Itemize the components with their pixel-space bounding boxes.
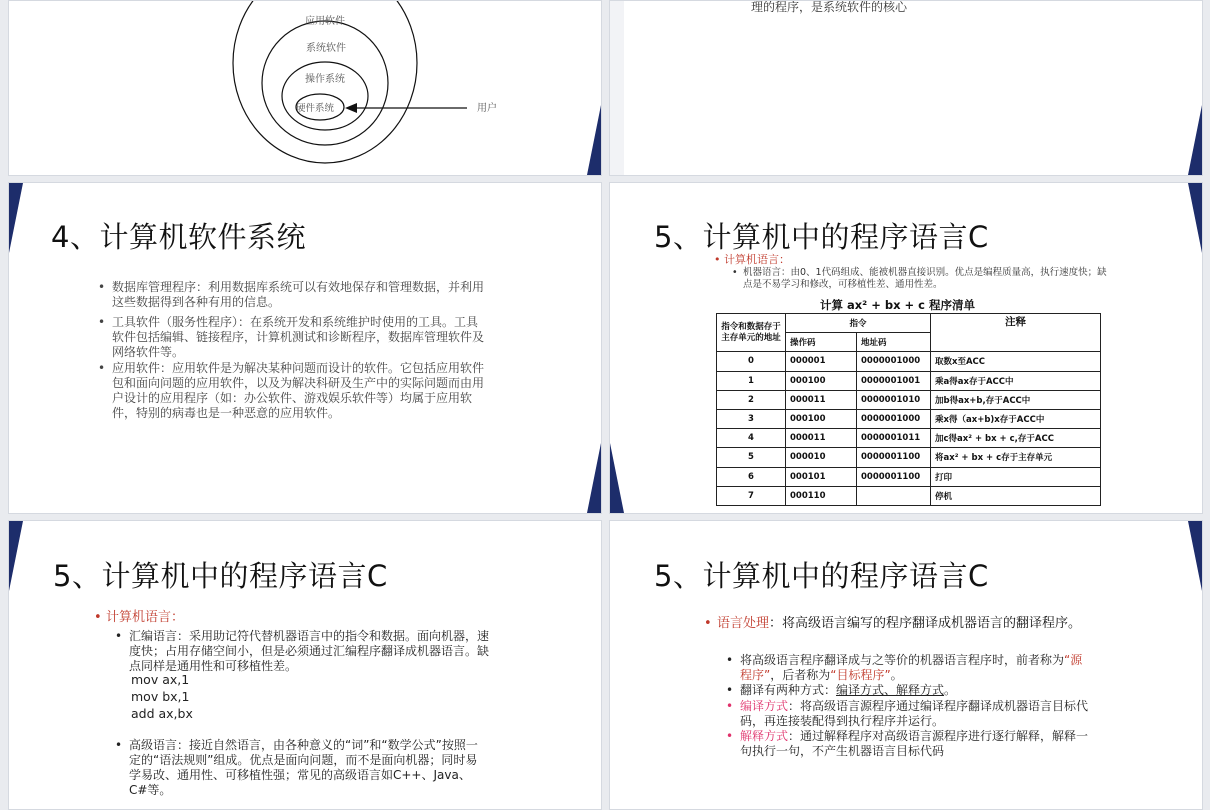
bullet-item: • 编译方式：将高级语言源程序通过编译程序翻译成机器语言目标代码，再连接装配得到执行程序并运行。 bbox=[726, 699, 1089, 728]
slide-thumbnail-5[interactable] bbox=[8, 520, 602, 810]
bullet-item: • 解释方式：通过解释程序对高级语言源程序进行逐行解释，解释一句执行一句，不产生机器语言目标代码 bbox=[726, 729, 1089, 758]
label-os: 操作系统 bbox=[305, 74, 345, 85]
table-cell bbox=[857, 486, 931, 505]
table-cell: 000100 bbox=[786, 409, 857, 428]
slide-title: 5、计算机中的程序语言C bbox=[654, 220, 989, 254]
table-cell: 0000001001 bbox=[857, 371, 931, 390]
corner-decoration bbox=[9, 183, 23, 253]
table-cell: 6 bbox=[717, 467, 786, 486]
corner-decoration bbox=[587, 443, 601, 513]
table-cell: 停机 bbox=[931, 486, 1101, 505]
bullet-item: • 数据库管理程序：利用数据库系统可以有效地保存和管理数据，并利用这些数据得到各种有用的信息。 bbox=[98, 280, 485, 309]
table-cell: 000110 bbox=[786, 486, 857, 505]
code-line: mov bx,1 bbox=[131, 689, 190, 704]
corner-decoration bbox=[1188, 521, 1202, 591]
table-cell: 000011 bbox=[786, 429, 857, 448]
corner-decoration bbox=[1188, 105, 1202, 175]
translation-methods-link[interactable]: 编译方式、解释方式 bbox=[836, 683, 945, 697]
table-cell: 000011 bbox=[786, 390, 857, 409]
side-band bbox=[610, 1, 624, 176]
table-cell: 0000001000 bbox=[857, 409, 931, 428]
table-cell: 将ax² + bx + c存于主存单元 bbox=[931, 448, 1101, 467]
table-cell: 2 bbox=[717, 390, 786, 409]
table-cell: 加b得ax+b,存于ACC中 bbox=[931, 390, 1101, 409]
assembly-text: • 汇编语言：采用助记符代替机器语言中的指令和数据。面向机器，速度快；占用存储空间小，但是必须通过汇编程序翻译成机器语言。缺点同样是通用性和可移植性差。 bbox=[115, 629, 490, 673]
slide-title: 5、计算机中的程序语言C bbox=[654, 559, 989, 593]
table-cell: 000001 bbox=[786, 352, 857, 371]
table-cell: 打印 bbox=[931, 467, 1101, 486]
code-line: add ax,bx bbox=[131, 706, 193, 721]
table-cell: 0000001100 bbox=[857, 448, 931, 467]
col-header-address-code: 地址码 bbox=[857, 333, 931, 352]
table-cell: 000100 bbox=[786, 371, 857, 390]
high-level-text: • 高级语言：接近自然语言，由各种意义的“词”和“数学公式”按照一定的“语法规则”组成。优点是面向问题，而不是面向机器；同时易学易改、通用性、可移植性强；常见的高级语言如C++、Java、C#等。 bbox=[115, 738, 478, 797]
table-cell: 加c得ax² + bx + c,存于ACC bbox=[931, 429, 1101, 448]
table-cell: 0000001000 bbox=[857, 352, 931, 371]
corner-decoration bbox=[9, 521, 23, 591]
table-row bbox=[717, 429, 1101, 448]
table-title: 计算 ax² + bx + c 程序清单 bbox=[820, 298, 975, 312]
table-cell: 0000001011 bbox=[857, 429, 931, 448]
table-cell: 000101 bbox=[786, 467, 857, 486]
section-heading: • 计算机语言： bbox=[94, 610, 185, 625]
table-row bbox=[717, 371, 1101, 390]
section-heading: • 计算机语言： bbox=[714, 253, 790, 266]
table-cell: 000010 bbox=[786, 448, 857, 467]
table-cell: 乘x得（ax+b)x存于ACC中 bbox=[931, 409, 1101, 428]
slide-title: 5、计算机中的程序语言C bbox=[53, 559, 388, 593]
table-cell: 取数x至ACC bbox=[931, 352, 1101, 371]
label-user: 用户 bbox=[477, 103, 497, 114]
slide-title: 4、计算机软件系统 bbox=[51, 220, 306, 254]
table-row bbox=[717, 352, 1101, 371]
bullet-item: • 工具软件（服务性程序）：在系统开发和系统维护时使用的工具。工具软件包括编辑、链接程序，计算机测试和诊断程序，数据库管理软件及网络软件等。 bbox=[98, 315, 485, 359]
table-cell: 5 bbox=[717, 448, 786, 467]
program-table bbox=[716, 313, 1101, 506]
col-header-address: 指令和数据存于主存单元的地址 bbox=[717, 314, 786, 352]
label-system-software: 系统软件 bbox=[306, 43, 346, 54]
code-line: mov ax,1 bbox=[131, 672, 190, 687]
table-cell: 乘a得ax存于ACC中 bbox=[931, 371, 1101, 390]
table-row bbox=[717, 409, 1101, 428]
table-row bbox=[717, 390, 1101, 409]
slide-thumbnail-3[interactable] bbox=[8, 182, 602, 514]
table-row bbox=[717, 467, 1101, 486]
table-row bbox=[717, 486, 1101, 505]
table-cell: 4 bbox=[717, 429, 786, 448]
machine-language-text: • 机器语言：由0、1代码组成、能被机器直接识别。优点是编程质量高，执行速度快；缺点是不易学习和修改，可移植性差、通用性差。 bbox=[732, 267, 1107, 290]
slide2-text: 理的程序，是系统软件的核心 bbox=[751, 0, 908, 14]
slide-thumbnail-4[interactable] bbox=[609, 182, 1203, 514]
corner-decoration bbox=[610, 443, 624, 513]
col-header-opcode: 操作码 bbox=[786, 333, 857, 352]
label-app-software: 应用软件 bbox=[305, 16, 345, 27]
table-cell: 7 bbox=[717, 486, 786, 505]
label-hardware: 硬件系统 bbox=[296, 103, 335, 114]
table-row bbox=[717, 448, 1101, 467]
col-header-instruction: 指令 bbox=[786, 314, 931, 333]
bullet-item: • 翻译有两种方式：编译方式、解释方式。 bbox=[726, 683, 957, 697]
table-cell: 0000001100 bbox=[857, 467, 931, 486]
slide-thumbnail-6[interactable] bbox=[609, 520, 1203, 810]
table-cell: 0000001010 bbox=[857, 390, 931, 409]
bullet-item: • 应用软件：应用软件是为解决某种问题而设计的软件。它包括应用软件包和面向问题的应用软件，以及为解决科研及生产中的实际问题而由用户设计的应用程序（如：办公软件、游戏娱乐软件等）均属于应用软件，特别的病毒也是一种恶意的应用软件。 bbox=[98, 361, 485, 420]
slide-thumbnail-2[interactable] bbox=[609, 0, 1203, 176]
table-cell: 0 bbox=[717, 352, 786, 371]
corner-decoration bbox=[1188, 183, 1202, 253]
slide-thumbnail-1[interactable] bbox=[8, 0, 602, 176]
language-processing: • 语言处理：将高级语言编写的程序翻译成机器语言的翻译程序。 bbox=[704, 616, 1082, 631]
col-header-note: 注释 bbox=[931, 314, 1101, 352]
table-cell: 3 bbox=[717, 409, 786, 428]
table-cell: 1 bbox=[717, 371, 786, 390]
bullet-item: • 将高级语言程序翻译成与之等价的机器语言程序时，前者称为“源程序”，后者称为“目标程序”。 bbox=[726, 653, 1083, 682]
